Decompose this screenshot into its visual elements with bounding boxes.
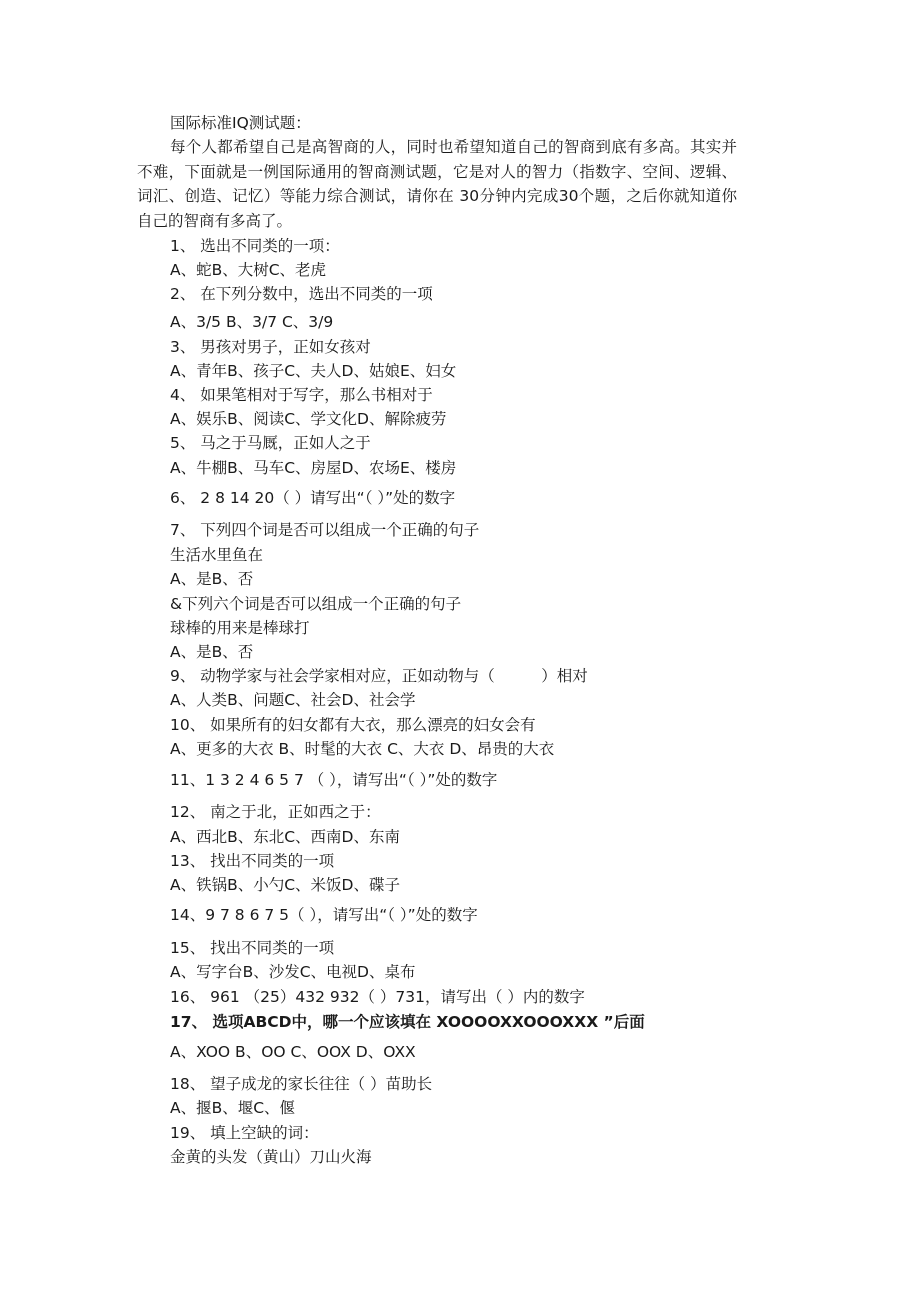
question-16: 16、 961 （25）432 932（ ）731，请写出（ ）内的数字: [170, 988, 585, 1006]
question-4: 4、 如果笔相对于写字，那么书相对于: [170, 386, 433, 404]
question-4-options: A、娱乐B、阅读C、学文化D、解除疲劳: [170, 410, 447, 428]
question-1-options: A、蛇B、大树C、老虎: [170, 261, 327, 279]
question-10-options: A、更多的大衣 B、时髦的大衣 C、大衣 D、昂贵的大衣: [170, 740, 555, 758]
question-3-options: A、青年B、孩子C、夫人D、姑娘E、妇女: [170, 362, 457, 380]
question-17-options: A、XOO B、OO C、OOX D、OXX: [170, 1043, 416, 1061]
question-5: 5、 马之于马厩，正如人之于: [170, 434, 371, 452]
question-19: 19、 填上空缺的词：: [170, 1124, 319, 1142]
question-3: 3、 男孩对男子，正如女孩对: [170, 338, 371, 356]
question-14: 14、9 7 8 6 7 5（ ），请写出“（ ）”处的数字: [170, 906, 478, 924]
question-1: 1、 选出不同类的一项：: [170, 237, 340, 255]
question-12-options: A、西北B、东北C、西南D、东南: [170, 828, 400, 846]
question-17: 17、 选项ABCD中，哪一个应该填在 XOOOOXXOOOXXX ”后面: [170, 1013, 645, 1031]
question-9: 9、 动物学家与社会学家相对应，正如动物与（ ）相对: [170, 667, 588, 685]
question-5-options: A、牛棚B、马车C、房屋D、农场E、楼房: [170, 459, 457, 477]
question-15-options: A、写字台B、沙发C、电视D、桌布: [170, 963, 416, 981]
question-13-options: A、铁锅B、小勺C、米饭D、碟子: [170, 876, 400, 894]
question-18-options: A、揠B、堰C、偃: [170, 1099, 296, 1117]
question-19-example: 金黄的头发（黄山）刀山火海: [170, 1148, 372, 1166]
question-8: &下列六个词是否可以组成一个正确的句子: [170, 595, 462, 613]
question-8-words: 球棒的用来是棒球打: [170, 619, 310, 637]
question-2: 2、 在下列分数中，选出不同类的一项: [170, 285, 433, 303]
intro-paragraph: 每个人都希望自己是高智商的人，同时也希望知道自己的智商到底有多高。其实并不难，下面就是一例国际通用的智商测试题，它是对人的智力（指数字、空间、逻辑、词汇、创造、记忆）等能力综合测试，请你在 30分钟内完成30个题，之后你就知道你自己的智商有多高了。: [137, 138, 737, 230]
question-7-words: 生活水里鱼在: [170, 546, 264, 564]
question-15: 15、 找出不同类的一项: [170, 939, 335, 957]
question-12: 12、 南之于北，正如西之于：: [170, 803, 381, 821]
question-11: 11、1 3 2 4 6 5 7 （ ），请写出“（ ）”处的数字: [170, 771, 498, 789]
question-2-options: A、3/5 B、3/7 C、3/9: [170, 313, 334, 331]
question-6: 6、 2 8 14 20（ ）请写出“（ ）”处的数字: [170, 489, 456, 507]
document-title: 国际标准IQ测试题：: [170, 114, 311, 132]
question-8-options: A、是B、否: [170, 643, 254, 661]
question-9-options: A、人类B、问题C、社会D、社会学: [170, 691, 416, 709]
question-7: 7、 下列四个词是否可以组成一个正确的句子: [170, 521, 480, 539]
question-10: 10、 如果所有的妇女都有大衣，那么漂亮的妇女会有: [170, 716, 536, 734]
question-18: 18、 望子成龙的家长往往（ ）苗助长: [170, 1075, 433, 1093]
question-13: 13、 找出不同类的一项: [170, 852, 335, 870]
question-7-options: A、是B、否: [170, 570, 254, 588]
